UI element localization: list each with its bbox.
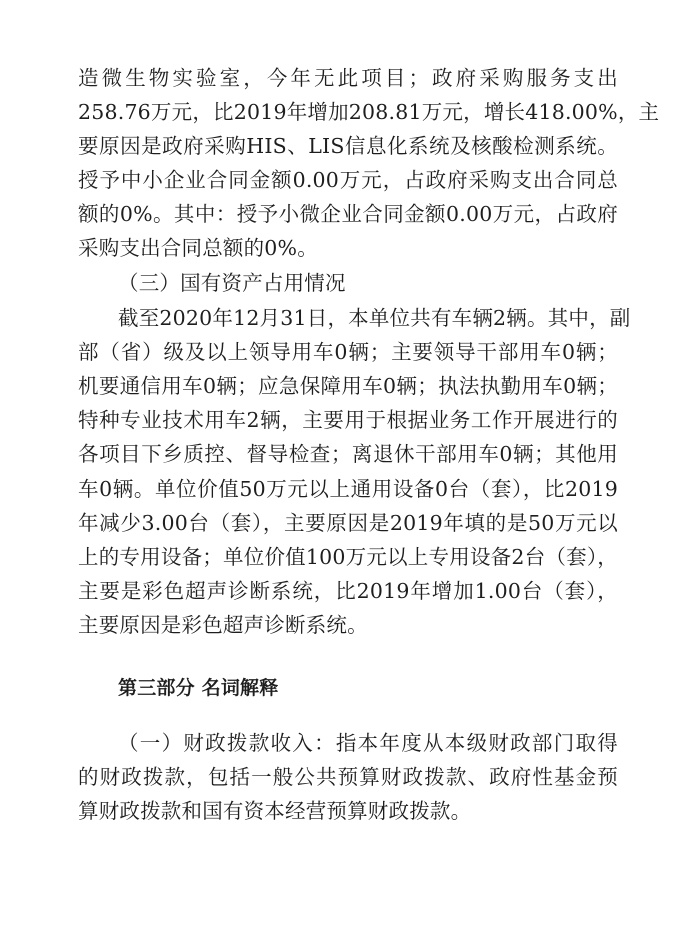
text-line: 258.76万元，比2019年增加208.81万元，增长418.00%，主 — [78, 100, 660, 124]
text-line: 主要原因是彩色超声诊断系统。 — [78, 613, 368, 637]
text-line: 的财政拨款，包括一般公共预算财政拨款、政府性基金预 — [78, 765, 618, 789]
text-line: 授予中小企业合同金额0.00万元，占政府采购支出合同总 — [78, 168, 618, 192]
text-line: 各项目下乡质控、督导检查；离退休干部用车0辆；其他用 — [78, 442, 618, 466]
text-line: 要原因是政府采购HIS、LIS信息化系统及核酸检测系统。 — [78, 134, 618, 158]
text-line: （一）财政拨款收入：指本年度从本级财政部门取得 — [118, 731, 618, 755]
text-line: 截至2020年12月31日，本单位共有车辆2辆。其中，副 — [118, 306, 631, 330]
text-line: 主要是彩色超声诊断系统，比2019年增加1.00台（套）， — [78, 579, 618, 603]
text-line: 造微生物实验室，今年无此项目；政府采购服务支出 — [78, 66, 618, 90]
text-line: 部（省）级及以上领导用车0辆；主要领导干部用车0辆； — [78, 340, 618, 364]
part-heading: 第三部分 名词解释 — [118, 677, 279, 699]
text-line: 算财政拨款和国有资本经营预算财政拨款。 — [78, 799, 472, 823]
text-line: 机要通信用车0辆；应急保障用车0辆；执法执勤用车0辆； — [78, 374, 618, 398]
text-line: 车0辆。单位价值50万元以上通用设备0台（套），比2019 — [78, 477, 618, 501]
text-line: 额的0%。其中：授予小微企业合同金额0.00万元，占政府 — [78, 202, 618, 226]
text-line: 采购支出合同总额的0%。 — [78, 236, 318, 260]
section-heading: （三）国有资产占用情况 — [118, 271, 346, 295]
text-line: 上的专用设备；单位价值100万元以上专用设备2台（套）， — [78, 545, 618, 569]
text-line: 特种专业技术用车2辆，主要用于根据业务工作开展进行的 — [78, 408, 618, 432]
text-line: 年减少3.00台（套），主要原因是2019年填的是50万元以 — [78, 511, 618, 535]
